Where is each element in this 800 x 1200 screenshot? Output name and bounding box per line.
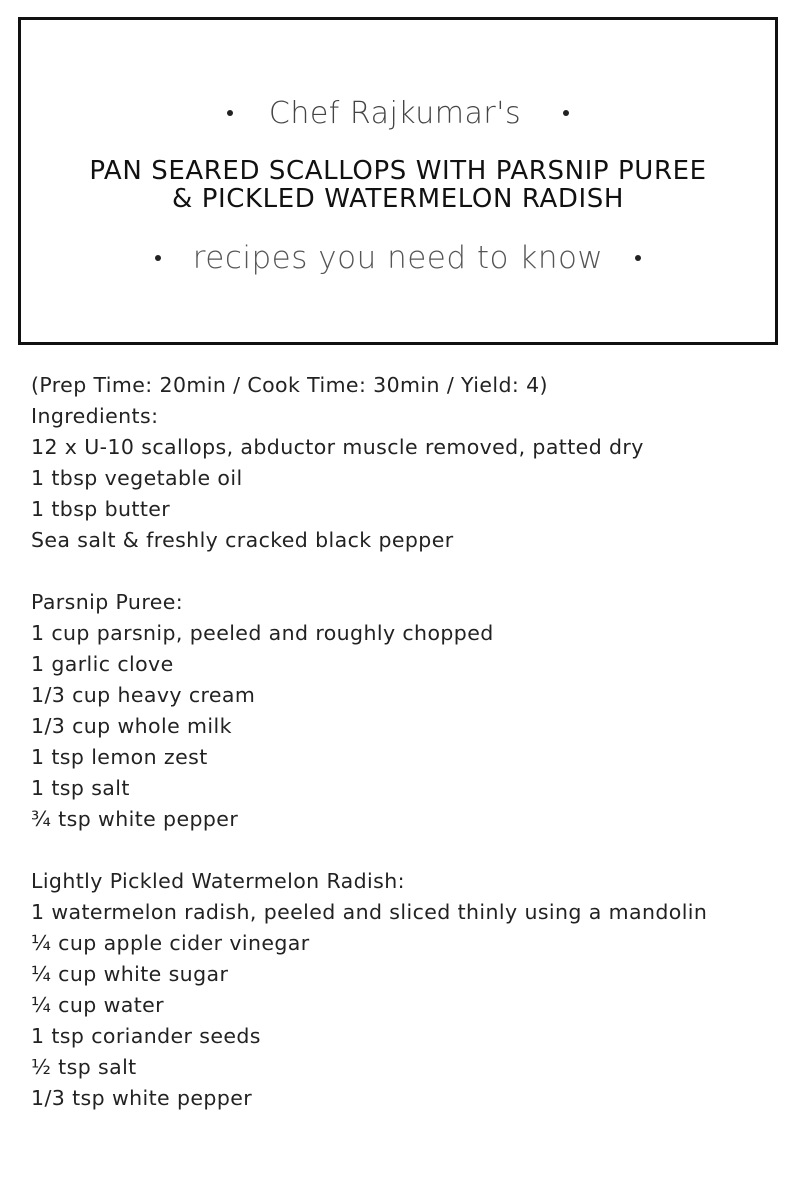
author-row — [21, 94, 775, 134]
parsnip-item: ¾ tsp white pepper — [31, 807, 239, 831]
recipe-title-line-2: & PICKLED WATERMELON RADISH — [171, 184, 625, 214]
ingredients-heading: Ingredients: — [31, 404, 159, 428]
parsnip-item: 1 cup parsnip, peeled and roughly chopped — [31, 621, 494, 645]
bullet-dot-icon — [635, 255, 641, 261]
tagline: recipes you need to know — [192, 240, 604, 276]
recipe-title-card — [18, 17, 778, 345]
radish-item: ¼ cup water — [31, 993, 164, 1017]
radish-item: ¼ cup apple cider vinegar — [31, 931, 310, 955]
radish-item: 1 watermelon radish, peeled and sliced thinly using a mandolin — [31, 900, 708, 924]
ingredient-item: 1 tbsp vegetable oil — [31, 466, 243, 490]
recipe-title — [21, 157, 775, 213]
recipe-title-line-1: PAN SEARED SCALLOPS WITH PARSNIP PUREE — [89, 156, 707, 186]
section-spacer — [31, 835, 791, 866]
author-name: Chef Rajkumar's — [268, 96, 522, 131]
tagline-row — [21, 238, 775, 278]
ingredient-item: Sea salt & freshly cracked black pepper — [31, 528, 454, 552]
parsnip-item: 1/3 cup whole milk — [31, 714, 232, 738]
ingredient-item: 1 tbsp butter — [31, 497, 171, 521]
recipe-body — [31, 370, 791, 1114]
ingredient-item: 12 x U-10 scallops, abductor muscle removed, patted dry — [31, 435, 644, 459]
radish-item: 1 tsp coriander seeds — [31, 1024, 261, 1048]
radish-heading: Lightly Pickled Watermelon Radish: — [31, 869, 405, 893]
radish-item: 1/3 tsp white pepper — [31, 1086, 253, 1110]
parsnip-item: 1 garlic clove — [31, 652, 174, 676]
parsnip-item: 1 tsp salt — [31, 776, 130, 800]
radish-item: ¼ cup white sugar — [31, 962, 229, 986]
bullet-dot-icon — [155, 255, 161, 261]
parsnip-heading: Parsnip Puree: — [31, 590, 184, 614]
bullet-dot-icon — [563, 110, 569, 116]
radish-item: ½ tsp salt — [31, 1055, 137, 1079]
recipe-meta: (Prep Time: 20min / Cook Time: 30min / Yield: 4) — [31, 373, 548, 397]
parsnip-item: 1/3 cup heavy cream — [31, 683, 256, 707]
bullet-dot-icon — [227, 110, 233, 116]
parsnip-item: 1 tsp lemon zest — [31, 745, 208, 769]
section-spacer — [31, 556, 791, 587]
